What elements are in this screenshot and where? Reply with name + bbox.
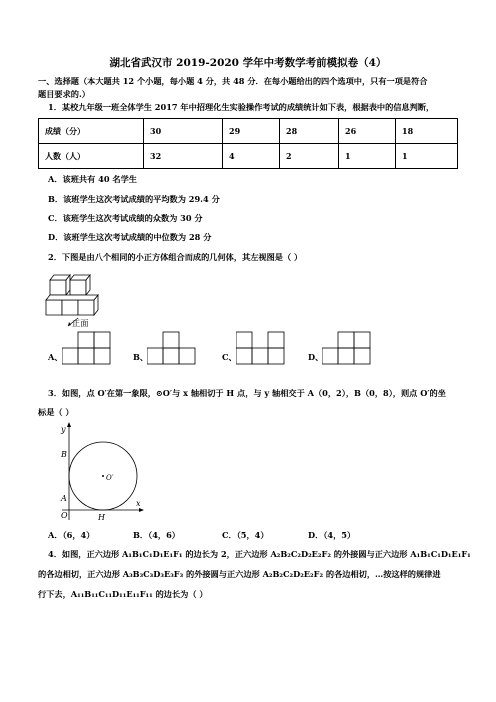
- q2-option-d-figure: [322, 330, 372, 366]
- table-cell: 1: [339, 144, 396, 169]
- q3-line1: 3．如图，点 O′在第一象限，⊙O′与 x 轴相切于 H 点，与 y 轴相交于 A（0，2），B（0，8），则点 O′的坐: [48, 388, 446, 398]
- q2-option-c-figure: [236, 330, 286, 366]
- q3-option-c: C．（5，4）: [222, 530, 269, 540]
- x-axis-label: x: [136, 499, 141, 508]
- q2-option-b-label: B、: [133, 352, 149, 362]
- q3-option-d: D．（4，5）: [308, 530, 356, 540]
- section1-heading-cont: 题目要求的.）: [38, 89, 90, 99]
- table-cell: 28: [280, 119, 339, 144]
- q1-option-b: B．该班学生这次考试成绩的平均数为 29.4 分: [48, 194, 220, 204]
- center-label: O′: [106, 474, 114, 482]
- q2-option-c-label: C、: [222, 352, 237, 362]
- table-cell: 26: [339, 119, 396, 144]
- q2-option-a-figure: [62, 330, 112, 366]
- table-cell: 人数（人）: [39, 144, 144, 169]
- table-cell: 32: [144, 144, 223, 169]
- q3-option-a: A．（6，4）: [48, 530, 95, 540]
- table-cell: 18: [396, 119, 458, 144]
- q1-option-c: C．该班学生这次考试成绩的众数为 30 分: [48, 213, 203, 223]
- table-cell: 1: [396, 144, 458, 169]
- point-h-label: H: [98, 513, 105, 522]
- q3-circle-figure: [58, 420, 148, 522]
- table-row: [39, 119, 458, 144]
- q3-line2: 标是（ ）: [38, 407, 74, 417]
- q4-line1: 4．如图，正六边形 A₁B₁C₁D₁E₁F₁ 的边长为 2，正六边形 A₂B₂C₂D₂E₂F₂ 的外接圆与正六边形 A₁B₁C₁D₁E₁F₁: [48, 549, 471, 559]
- q4-line2: 的各边相切，正六边形 A₃B₃C₃D₃E₃F₃ 的外接圆与正六边形 A₂B₂C₂D₂E₂F₂ 的各边相切，…按这样的规律进: [38, 569, 441, 579]
- table-cell: 2: [280, 144, 339, 169]
- table-row: [39, 144, 458, 169]
- section1-heading: 一、选择题（本大题共 12 个小题，每小题 4 分，共 48 分．在每小题给出的四个选项中，只有一项是符合: [38, 76, 428, 86]
- q2-line1: 2．下图是由八个相同的小正方体组合而成的几何体，其左视图是（ ）: [48, 252, 303, 262]
- exam-title: 湖北省武汉市 2019-2020 学年中考数学考前模拟卷（4）: [109, 57, 387, 69]
- point-b-label: B: [61, 450, 67, 459]
- q1-option-d: D．该班学生这次考试成绩的中位数为 28 分: [48, 232, 212, 242]
- q1-line1: 1．某校九年级一班全体学生 2017 年中招理化生实验操作考试的成绩统计如下表，根据表中的信息判断，: [48, 102, 435, 112]
- origin-label: O: [61, 511, 68, 520]
- point-a-label: A: [61, 494, 67, 503]
- q2-option-b-figure: [147, 330, 197, 366]
- score-table: [38, 118, 458, 169]
- q1-option-a: A．该班共有 40 名学生: [48, 174, 137, 184]
- q2-option-d-label: D、: [308, 352, 324, 362]
- q2-option-a-label: A、: [48, 352, 63, 362]
- table-cell: 成绩（分）: [39, 119, 144, 144]
- table-cell: 30: [144, 119, 223, 144]
- q3-option-b: B．（4，6）: [133, 530, 180, 540]
- front-view-label: 正面: [72, 318, 89, 328]
- table-cell: 29: [223, 119, 280, 144]
- q4-line3: 行下去，A₁₁B₁₁C₁₁D₁₁E₁₁F₁₁ 的边长为（ ）: [38, 589, 208, 599]
- table-cell: 4: [223, 144, 280, 169]
- y-axis-label: y: [61, 425, 66, 434]
